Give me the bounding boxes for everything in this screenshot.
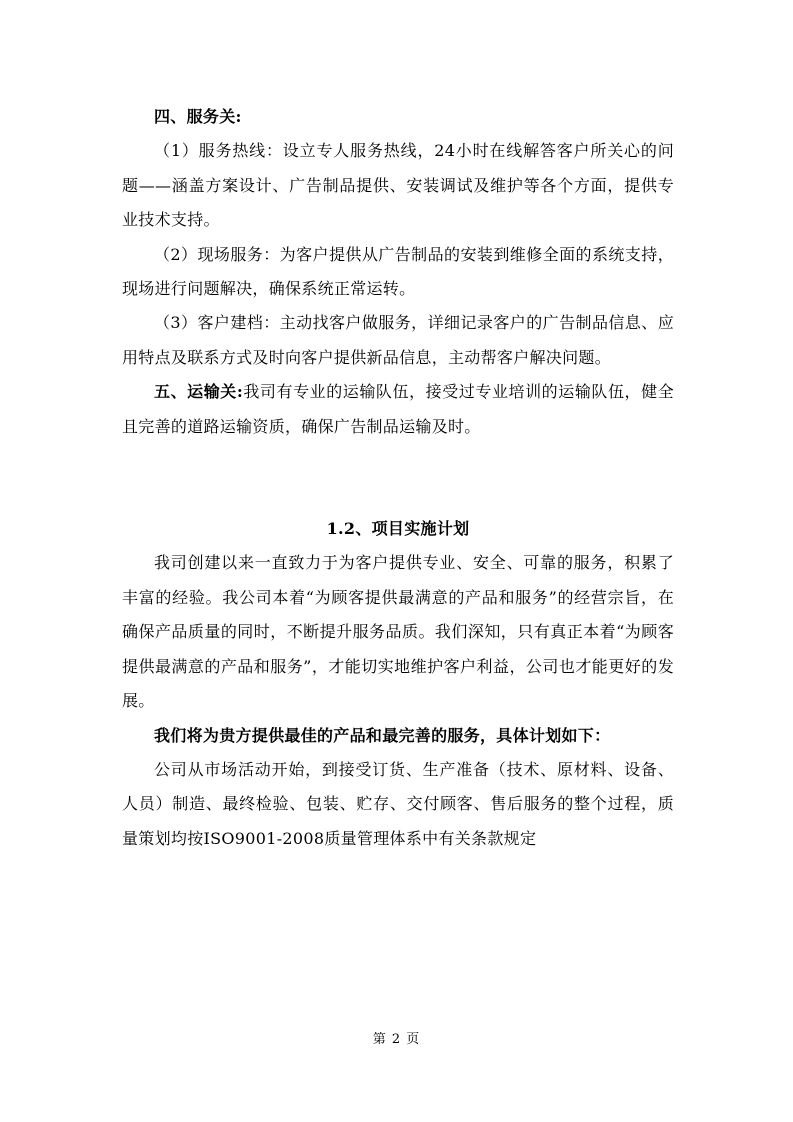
section-1-2-title: 1.2、项目实施计划 bbox=[326, 519, 470, 539]
section-4-heading: 四、服务关: bbox=[154, 107, 242, 126]
plan-statement: 我们将为贵方提供最佳的产品和最完善的服务，具体计划如下： bbox=[154, 725, 611, 745]
onsite-service-paragraph: （2）现场服务：为客户提供从广告制品的安装到维修全面的系统支持，现场进行问题解决，确保系统正常运转。 bbox=[122, 244, 674, 299]
section-5-heading: 五、运输关: bbox=[154, 382, 244, 402]
customer-records-paragraph: （3）客户建档：主动找客户做服务，详细记录客户的广告制品信息、应用特点及联系方式及时向客户提供新品信息，主动帮客户解决问题。 bbox=[122, 313, 674, 367]
page-number: 第 2 页 bbox=[372, 1032, 421, 1047]
quality-process-paragraph: 公司从市场活动开始，到接受订货、生产准备（技术、原材料、设备、人员）制造、最终检验、包装、贮存、交付顾客、售后服务的整个过程，质量策划均按ISO9001-2008质量管理体系中有关条款规定 bbox=[122, 759, 674, 848]
page-content bbox=[122, 100, 674, 856]
section-5-body: 我司有专业的运输队伍，接受过专业培训的运输队伍，健全且完善的道路运输资质，确保广告制品运输及时。 bbox=[122, 382, 674, 436]
company-intro-paragraph: 我司创建以来一直致力于为客户提供专业、安全、可靠的服务，积累了丰富的经验。我公司本着“为顾客提供最满意的产品和服务”的经营宗旨，在确保产品质量的同时，不断提升服务品质。我们深知，只有真正本着“为顾客提供最满意的产品和服务”，才能切实地维护客户利益，公司也才能更好的发展。 bbox=[122, 553, 674, 711]
section-5-paragraph bbox=[122, 375, 674, 444]
service-hotline-paragraph: （1）服务热线：设立专人服务热线，24小时在线解答客户所关心的问题——涵盖方案设计、广告制品提供、安装调试及维护等各个方面，提供专业技术支持。 bbox=[122, 141, 674, 230]
